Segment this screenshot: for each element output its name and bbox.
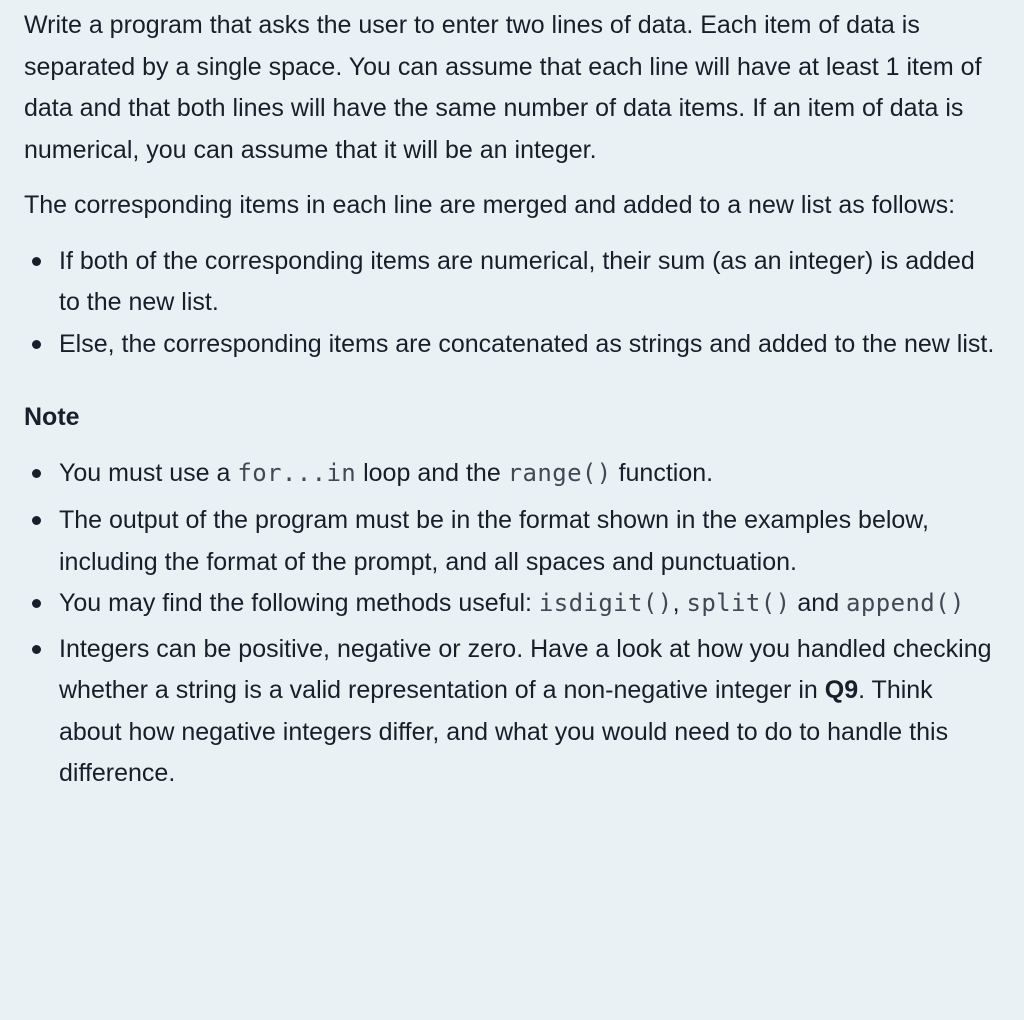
merge-rule-item: If both of the corresponding items are numerical, their sum (as an integer) is added to the new list. <box>24 241 1000 324</box>
note-item-output-format: The output of the program must be in the format shown in the examples below, including the format of the prompt, and all spaces and punctuation. <box>24 500 1000 583</box>
merge-paragraph: The corresponding items in each line are merged and added to a new list as follows: <box>24 191 956 219</box>
question-reference: Q9 <box>824 676 859 704</box>
note-item-text: loop and the <box>356 458 508 487</box>
merge-rules-list <box>24 241 1000 366</box>
note-list <box>24 453 1000 795</box>
code-for-in: for...in <box>237 458 357 487</box>
note-item-text: . Think about how negative integers differ, and what you would need to do to handle this difference. <box>59 676 949 787</box>
note-heading: Note <box>24 403 80 431</box>
code-split: split() <box>686 589 791 617</box>
note-item-text: You may find the following methods useful: <box>59 589 539 617</box>
code-append: append() <box>846 589 965 617</box>
note-item-text: Integers can be positive, negative or zero. Have a look at how you handled checking whether a string is a valid representation of a non-negative integer in <box>59 634 992 704</box>
merge-rule-item: Else, the corresponding items are concatenated as strings and added to the new list. <box>24 324 1000 366</box>
note-item-text: function. <box>611 458 714 487</box>
note-item-text: You must use a <box>59 458 238 487</box>
code-range: range() <box>507 458 612 487</box>
note-item-integers <box>24 629 1000 795</box>
intro-paragraph: Write a program that asks the user to enter two lines of data. Each item of data is separated by a single space. You can assume that each line will have at least 1 item of data and that both lines will have the same number of data items. If an item of data is numerical, you can assume that it will be an integer. <box>24 11 982 164</box>
note-item-loop-requirement <box>24 453 1000 495</box>
note-item-text: and <box>790 589 847 617</box>
note-item-text: , <box>672 589 687 617</box>
code-isdigit: isdigit() <box>538 589 673 617</box>
note-item-methods <box>24 583 1000 625</box>
